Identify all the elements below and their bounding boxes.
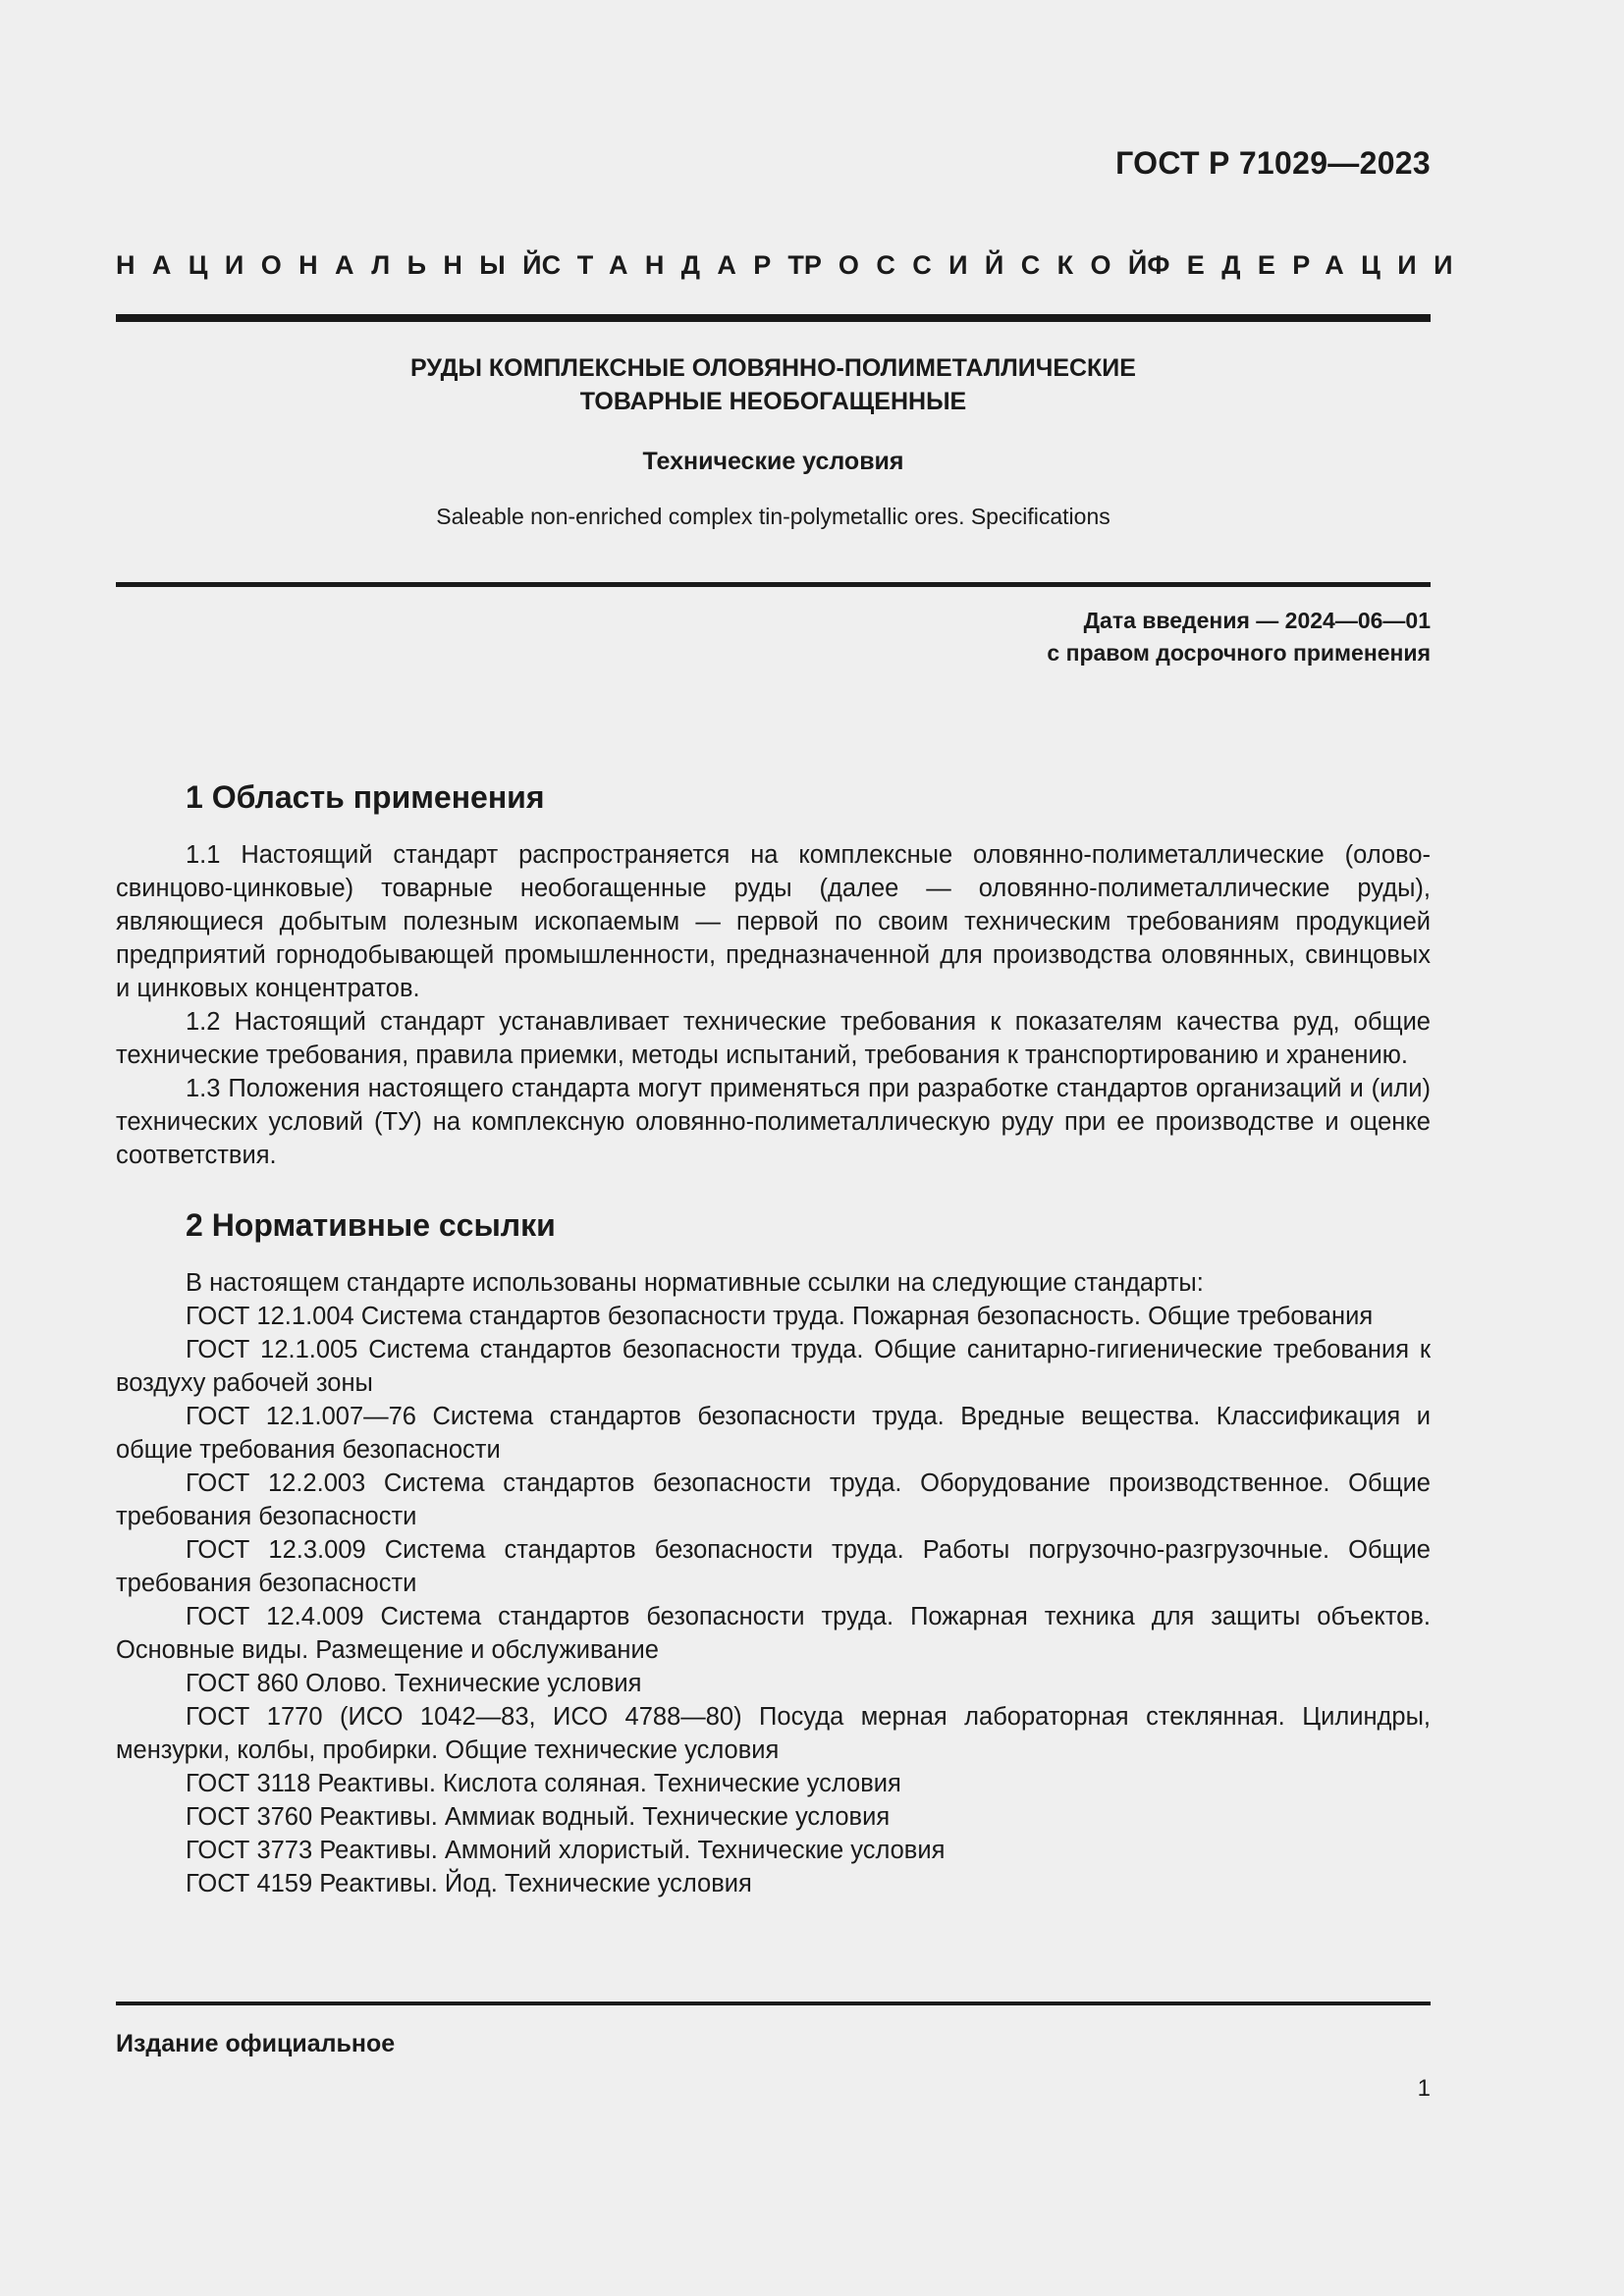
title-line-2: ТОВАРНЫЕ НЕОБОГАЩЕННЫЕ — [579, 388, 967, 415]
standard-designation: ГОСТ Р 71029—2023 — [1115, 145, 1431, 181]
reference-item: ГОСТ 12.3.009 Система стандартов безопасности труда. Работы погрузочно-разгрузочные. Общие требования безопасности — [116, 1536, 1431, 1597]
official-edition-label: Издание официальное — [116, 2030, 396, 2057]
banner-word: РОССИЙСКОЙ — [803, 250, 1164, 280]
section-1-paragraph: 1.2 Настоящий стандарт устанавливает технические требования к показателям качества руд, общие технические требования, правила приемки, методы испытаний, требования к транспортированию и хранению. — [116, 1008, 1431, 1069]
reference-item: ГОСТ 12.1.005 Система стандартов безопасности труда. Общие санитарно-гигиенические требования к воздуху рабочей зоны — [116, 1336, 1431, 1397]
reference-item: ГОСТ 1770 (ИСО 1042—83, ИСО 4788—80) Посуда мерная лабораторная стеклянная. Цилиндры, мензурки, колбы, пробирки. Общие технические условия — [116, 1703, 1431, 1764]
reference-item: ГОСТ 3760 Реактивы. Аммиак водный. Технические условия — [186, 1803, 891, 1831]
date-block — [1047, 605, 1431, 669]
reference-item: ГОСТ 12.2.003 Система стандартов безопасности труда. Оборудование производственное. Общие требования безопасности — [116, 1469, 1431, 1530]
footer-divider — [116, 2002, 1431, 2005]
section-1-paragraph: 1.1 Настоящий стандарт распространяется на комплексные оловянно-полиметаллические (олово-свинцово-цинковые) товарные необогащенные руды (далее — оловянно-полиметаллические руды), являющиеся добытым полезным ископаемым — первой по своим техническим требованиям продукцией предприятий горнодобывающей промышленности, предназначенной для производства оловянных, свинцовых и цинковых концентратов. — [116, 841, 1431, 1002]
early-application-note: с правом досрочного применения — [1047, 640, 1431, 666]
title-line-1: РУДЫ КОМПЛЕКСНЫЕ ОЛОВЯННО-ПОЛИМЕТАЛЛИЧЕСКИЕ — [410, 354, 1136, 382]
banner-word: ФЕДЕРАЦИИ — [1147, 250, 1470, 280]
reference-item: ГОСТ 860 Олово. Технические условия — [186, 1670, 642, 1697]
section-1-paragraph: 1.3 Положения настоящего стандарта могут применяться при разработке стандартов организаций и (или) технических условий (ТУ) на комплексную оловянно-полиметаллическую руду при ее производстве и оценке соответствия. — [116, 1075, 1431, 1169]
page-number: 1 — [1417, 2075, 1431, 2102]
reference-item: ГОСТ 12.1.004 Система стандартов безопасности труда. Пожарная безопасность. Общие требования — [186, 1303, 1374, 1330]
document-body — [116, 777, 1431, 1900]
title-block — [116, 351, 1431, 530]
section-gap — [116, 1172, 1431, 1205]
title-divider — [116, 582, 1431, 587]
document-subtitle: Технические условия — [642, 448, 904, 475]
introduction-date: Дата введения — 2024—06—01 — [1083, 608, 1431, 633]
reference-item: ГОСТ 3118 Реактивы. Кислота соляная. Технические условия — [186, 1770, 901, 1797]
national-standard-banner — [116, 250, 1470, 281]
reference-item: ГОСТ 12.4.009 Система стандартов безопасности труда. Пожарная техника для защиты объектов. Основные виды. Размещение и обслуживание — [116, 1603, 1431, 1664]
reference-item: ГОСТ 4159 Реактивы. Йод. Технические условия — [186, 1870, 752, 1897]
section-2-heading: 2 Нормативные ссылки — [186, 1207, 556, 1243]
english-title: Saleable non-enriched complex tin-polymetallic ores. Specifications — [436, 504, 1110, 529]
references-intro: В настоящем стандарте использованы нормативные ссылки на следующие стандарты: — [186, 1269, 1204, 1297]
section-1-heading: 1 Область применения — [186, 779, 545, 815]
reference-item: ГОСТ 12.1.007—76 Система стандартов безопасности труда. Вредные вещества. Классификация и общие требования безопасности — [116, 1403, 1431, 1464]
banner-word: СТАНДАРТ — [541, 250, 822, 280]
banner-word: НАЦИОНАЛЬНЫЙ — [116, 250, 559, 280]
top-divider — [116, 314, 1431, 322]
reference-item: ГОСТ 3773 Реактивы. Аммоний хлористый. Технические условия — [186, 1837, 946, 1864]
